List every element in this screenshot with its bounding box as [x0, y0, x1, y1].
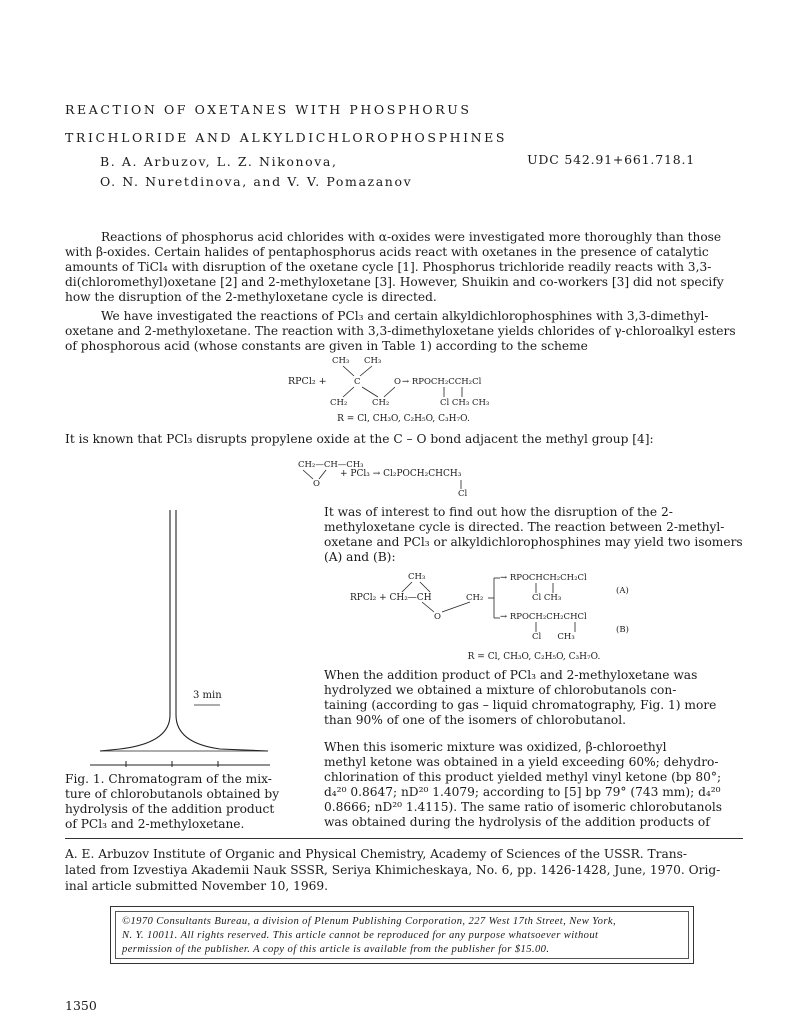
right-paragraph-1 — [324, 505, 744, 565]
udc-code: UDC 542.91+661.718.1 — [527, 152, 695, 167]
authors-line-1: B. A. Arbuzov, L. Z. Nikonova, — [100, 154, 338, 169]
rc1-line: It was of interest to find out how the disruption of the 2- — [324, 505, 673, 519]
footnote-line: A. E. Arbuzov Institute of Organic and Physical Chemistry, Academy of Sciences of the USSR. Trans- — [65, 847, 687, 861]
scheme3-r-groups: R = Cl, CH₃O, C₂H₅O, C₃H₇O. — [467, 652, 601, 662]
scheme2-oxygen: O — [313, 479, 320, 489]
title-line-2: TRICHLORIDE AND ALKYLDICHLOROPHOSPHINES — [65, 130, 508, 145]
scheme3-isomer-a-substituents: Cl CH₃ — [532, 593, 562, 603]
rc3-line: 0.8666; nD²⁰ 1.4115). The same ratio of isomeric chlorobutanols — [324, 800, 722, 814]
footnote-line: lated from Izvestiya Akademii Nauk SSSR, Seriya Khimicheskaya, No. 6, pp. 1426-1428, June, 1970. Orig- — [65, 863, 721, 877]
scheme3-isomer-a: → RPOCHCH₂CH₂Cl — [500, 573, 587, 583]
scheme2-equation: + PCl₃ → Cl₂POCH₂CHCH₃ — [340, 469, 462, 479]
rc1-line: methyloxetane cycle is directed. The reaction between 2-methyl- — [324, 520, 725, 534]
scheme1-bonds — [0, 356, 807, 418]
rc2-line: When the addition product of PCl₃ and 2-methyloxetane was — [324, 668, 698, 682]
caption-line: hydrolysis of the addition product — [65, 802, 275, 816]
rc3-line: was obtained during the hydrolysis of the addition products of — [324, 815, 710, 829]
rc3-line: chlorination of this product yielded methyl vinyl ketone (bp 80°; — [324, 770, 722, 784]
scheme1-ch2-b: CH₂ — [372, 398, 390, 408]
scheme1-carbon: C — [354, 377, 361, 387]
right-paragraph-2 — [324, 668, 744, 728]
scheme2-oxide: CH₂—CH—CH₃ — [298, 460, 364, 470]
paragraph-3 — [65, 432, 743, 447]
p2-line: We have investigated the reactions of PCl₃ and certain alkyldichlorophosphines with 3,3-dimethyl- — [101, 309, 709, 323]
p2-line: of phosphorous acid (whose constants are given in Table 1) according to the scheme — [65, 339, 588, 353]
scheme3-reagent: RPCl₂ + CH₂—CH — [350, 593, 432, 603]
title-line-1: REACTION OF OXETANES WITH PHOSPHORUS — [65, 102, 472, 117]
scheme1-reagent: RPCl₂ + — [288, 376, 327, 387]
copyright-line: N. Y. 10011. All rights reserved. This article cannot be reproduced for any purpose whatsoever without — [122, 930, 599, 941]
rc2-line: hydrolyzed we obtained a mixture of chlorobutanols con- — [324, 683, 677, 697]
reaction-scheme-1 — [0, 356, 807, 418]
chromatogram-time-label: 3 min — [193, 690, 222, 701]
paragraph-1 — [65, 230, 743, 305]
copyright-notice — [115, 911, 689, 959]
authors — [100, 152, 412, 192]
figure-caption — [65, 772, 295, 832]
footnote-rule — [65, 838, 743, 839]
scheme1-product: → RPOCH₂CCH₂Cl — [402, 377, 482, 387]
scheme1-substituents: Cl CH₃ CH₃ — [440, 398, 490, 408]
caption-line: ture of chlorobutanols obtained by — [65, 787, 280, 801]
rc1-line: (A) and (B): — [324, 550, 396, 564]
rc2-line: taining (according to gas – liquid chromatography, Fig. 1) more — [324, 698, 717, 712]
scheme2-chlorine: Cl — [458, 489, 468, 499]
scheme3-label-b: (B) — [616, 625, 629, 635]
affiliation-footnote — [65, 846, 743, 894]
reaction-scheme-2 — [0, 460, 807, 504]
scheme1-ch2-a: CH₂ — [330, 398, 348, 408]
scheme1-r-groups: R = Cl, CH₃O, C₂H₅O, C₃H₇O. — [337, 414, 470, 424]
p2-line: oxetane and 2-methyloxetane. The reaction with 3,3-dimethyloxetane yields chlorides of γ-chloroalkyl esters — [65, 324, 736, 338]
p3-line: It is known that PCl₃ disrupts propylene oxide at the C – O bond adjacent the methyl group [4]: — [65, 432, 654, 446]
scheme3-ch2: CH₂ — [466, 593, 484, 603]
rc1-line: oxetane and PCl₃ or alkyldichlorophosphines may yield two isomers — [324, 535, 743, 549]
scheme3-isomer-b-substituents: Cl CH₃ — [532, 632, 575, 642]
footnote-line: inal article submitted November 10, 1969. — [65, 879, 329, 893]
rc3-line: When this isomeric mixture was oxidized, β-chloroethyl — [324, 740, 667, 754]
p1-line: Reactions of phosphorus acid chlorides with α-oxides were investigated more thoroughly than those — [101, 230, 722, 244]
rc3-line: methyl ketone was obtained in a yield exceeding 60%; dehydro- — [324, 755, 719, 769]
caption-line: Fig. 1. Chromatogram of the mix- — [65, 772, 272, 786]
p1-line: di(chloromethyl)oxetane [2] and 2-methyloxetane [3]. However, Shuikin and co-workers [3] did not specify — [65, 275, 724, 289]
rc3-line: d₄²⁰ 0.8647; nD²⁰ 1.4079; according to [5] bp 79° (743 mm); d₄²⁰ — [324, 785, 721, 799]
rc2-line: than 90% of one of the isomers of chlorobutanol. — [324, 713, 627, 727]
chromatogram-figure — [60, 505, 310, 780]
right-paragraph-3 — [324, 740, 744, 830]
scheme3-oxygen: O — [434, 612, 441, 622]
copyright-line: ©1970 Consultants Bureau, a division of Plenum Publishing Corporation, 227 West 17th Street, New York, — [122, 916, 616, 927]
scheme1-ch3-a: CH₃ — [332, 356, 350, 366]
scheme3-label-a: (A) — [616, 586, 629, 596]
caption-line: of PCl₃ and 2-methyloxetane. — [65, 817, 245, 831]
p1-line: with β-oxides. Certain halides of pentaphosphorus acids react with oxetanes in the presence of catalytic — [65, 245, 709, 259]
copyright-box — [110, 906, 694, 964]
p1-line: how the disruption of the 2-methyloxetane cycle is directed. — [65, 290, 437, 304]
scheme2-bonds — [0, 460, 807, 504]
scheme1-oxygen: O — [394, 377, 401, 387]
p1-line: amounts of TiCl₄ with disruption of the oxetane cycle [1]. Phosphorus trichloride readily reacts with 3,3- — [65, 260, 712, 274]
scheme3-isomer-b: → RPOCH₂CH₂CHCl — [500, 612, 587, 622]
scheme3-ch3: CH₃ — [408, 572, 426, 582]
scheme1-ch3-b: CH₃ — [364, 356, 382, 366]
page-number: 1350 — [65, 998, 97, 1013]
copyright-line: permission of the publisher. A copy of this article is available from the publisher for $15.00. — [122, 944, 550, 955]
article-title — [65, 96, 507, 152]
paragraph-2 — [65, 309, 743, 354]
authors-line-2: O. N. Nuretdinova, and V. V. Pomazanov — [100, 174, 413, 189]
